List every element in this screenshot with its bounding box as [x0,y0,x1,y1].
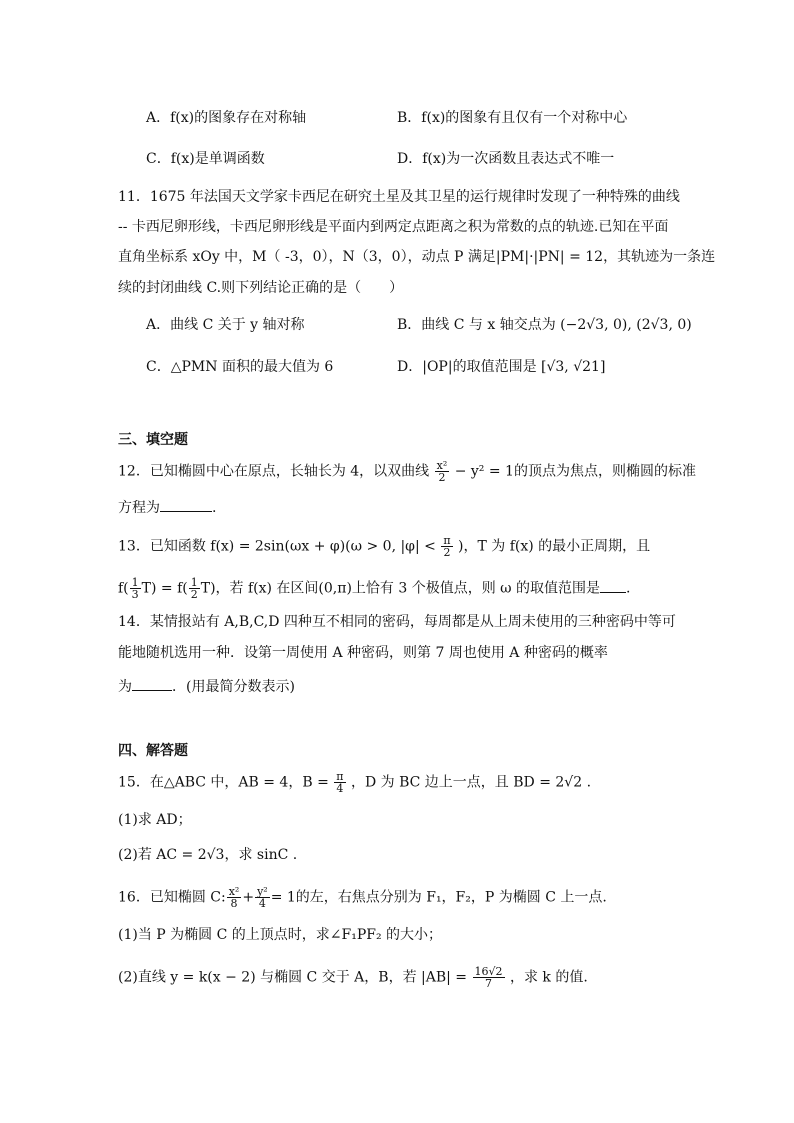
option-label: C． [146,359,171,375]
denominator: 2 [190,588,198,601]
option-label: A． [146,110,171,126]
q16-y-fraction [255,886,270,909]
q11-line-4: 续的封闭曲线 C.则下列结论正确的是（ ） [118,280,404,296]
q14-text: 为 [118,679,132,695]
option-label: D． [397,151,423,167]
q16-text-3: (2)直线 y = k(x − 2) 与椭圆 C 交于 A，B，若 |AB| = [118,969,468,986]
q12-line-2 [118,497,216,518]
denominator: 4 [336,782,344,795]
q14-line-3 [118,676,295,697]
option-text: |OP|的取值范围是 [√3, √21] [422,359,606,375]
numerator: y² [257,885,268,898]
q13-third-fraction [130,577,141,600]
q16-text-2: = 1的左，右焦点分别为 F₁，F₂，P 为椭圆 C 上一点. [270,889,607,906]
q10-option-a [146,108,306,128]
q11-option-a [146,315,305,335]
q11-option-c [146,357,333,377]
q16-part-2 [118,966,588,989]
q13-line-1 [118,535,650,558]
q13-text-4: T) = f( [141,580,188,597]
option-text: 曲线 C 关于 y 轴对称 [170,317,305,333]
q13-half-fraction [189,577,200,600]
q15-part-1: (1)求 AD； [118,812,192,828]
denominator: 8 [230,897,238,910]
q13-line-2 [118,577,631,600]
option-label: C． [146,151,171,167]
q10-option-c [146,149,265,169]
denominator: 7 [485,977,492,990]
q15-pi-fraction [334,771,345,794]
option-text: f(x)的图象有且仅有一个对称中心 [421,110,628,126]
numerator: x² [436,459,448,472]
option-text: f(x)是单调函数 [170,151,265,167]
q10-option-b [397,108,627,128]
q10-option-d [397,149,614,169]
q13-text-5: T)，若 f(x) 在区间(0,π)上恰有 3 个极值点，则 ω 的取值范围是 [200,580,601,597]
q13-period: . [626,580,631,597]
q12-text-3: 方程为 [118,500,160,516]
denominator: 4 [258,897,266,910]
option-label: B． [397,110,422,126]
numerator: x² [228,885,240,898]
q15-text-2: ，D 为 BC 边上一点，且 BD = 2√2 . [350,774,592,791]
numerator: 1 [190,576,198,589]
q12-line-1 [118,460,696,483]
q14-line-1: 14．某情报站有 A,B,C,D 四种互不相同的密码，每周都是从上周未使用的三种密码中等可 [118,614,676,630]
option-label: A． [146,317,171,333]
q14-line-2: 能地随机选用一种．设第一周使用 A 种密码，则第 7 周也使用 A 种密码的概率 [118,645,608,661]
numerator: 16√2 [474,965,503,978]
q16-ab-fraction [473,966,505,989]
q15-part-2: (2)若 AC = 2√3，求 sinC . [118,847,298,863]
answer-blank [600,578,626,593]
denominator: 2 [443,546,451,559]
q14-text-2: ．(用最简分数表示) [172,679,295,695]
section-4-title: 四、解答题 [118,743,188,759]
q11-option-d [397,357,605,377]
answer-blank [132,676,172,691]
q12-text-2: − y² = 1的顶点为焦点，则椭圆的标准 [454,463,696,480]
q13-text: 13．已知函数 f(x) = 2sin(ωx + φ)(ω > 0, |φ| < [118,538,436,555]
numerator: π [443,534,451,547]
q13-pi-fraction [441,535,452,558]
option-text: f(x)为一次函数且表达式不唯一 [422,151,615,167]
q11-line-3: 直角坐标系 xOy 中，M（ -3，0），N（3，0），动点 P 满足|PM|·|PN| = 12，其轨迹为一条连 [118,249,716,265]
option-label: B． [397,317,422,333]
q12-fraction [435,460,450,483]
q16-text-4: ，求 k 的值. [509,969,588,986]
q11-line-1: 11．1675 年法国天文学家卡西尼在研究土星及其卫星的运行规律时发现了一种特殊的曲线 [118,189,680,205]
q12-text: 12．已知椭圆中心在原点，长轴长为 4，以双曲线 [118,463,430,480]
q16-x-fraction [227,886,242,909]
q16-text: 16．已知椭圆 C: [118,889,226,906]
answer-blank [160,497,212,512]
option-label: D． [397,359,423,375]
denominator: 2 [438,471,446,484]
q16-part-1: (1)当 P 为椭圆 C 的上顶点时，求∠F₁PF₂ 的大小； [118,927,443,943]
option-text: △PMN 面积的最大值为 6 [170,359,334,375]
numerator: 1 [131,576,139,589]
q16-plus: + [242,889,255,906]
section-3-title: 三、填空题 [118,432,188,448]
q11-option-b [397,315,692,335]
q15-text: 15．在△ABC 中，AB = 4，B = [118,774,329,791]
q15-line-1 [118,771,591,794]
option-text: f(x)的图象存在对称轴 [170,110,307,126]
q12-period: . [212,500,217,516]
q13-text-2: )，T 为 f(x) 的最小正周期，且 [458,538,651,555]
denominator: 3 [131,588,139,601]
numerator: π [336,770,344,783]
q13-text-3: f( [118,580,129,597]
q11-line-2: -- 卡西尼卵形线，卡西尼卵形线是平面内到两定点距离之积为常数的点的轨迹.已知在平面 [118,219,669,235]
q16-line-1 [118,886,607,909]
option-text: 曲线 C 与 x 轴交点为 (−2√3, 0), (2√3, 0) [421,317,692,333]
